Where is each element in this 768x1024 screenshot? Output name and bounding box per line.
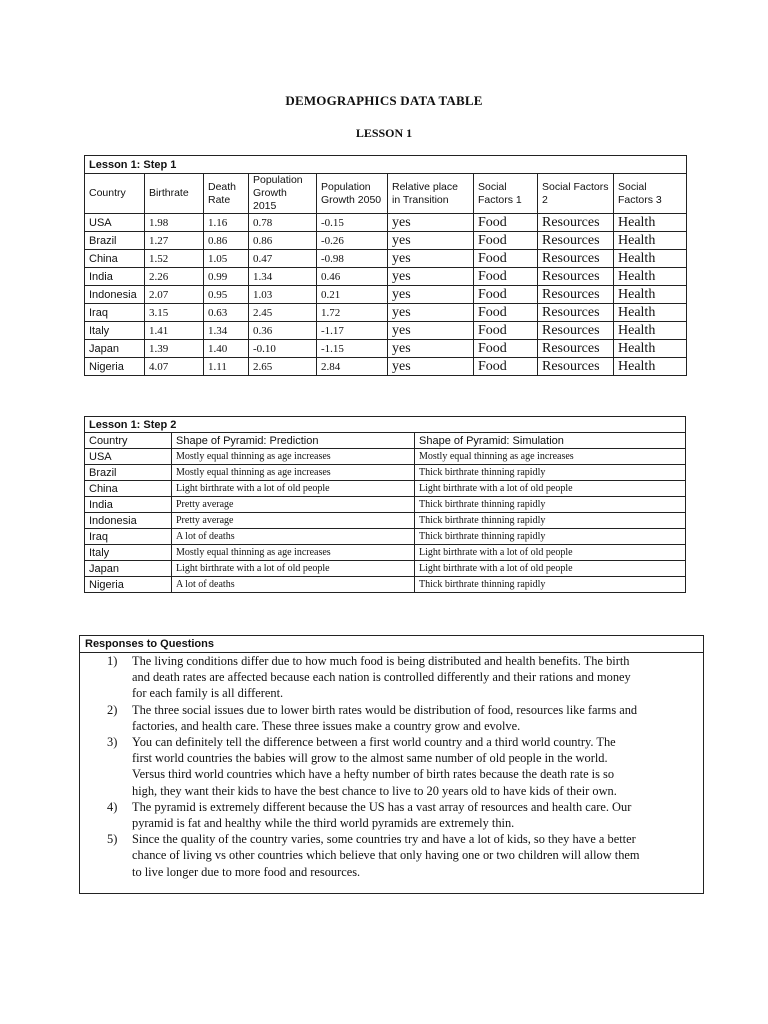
data-cell: 2.84 [317,358,388,376]
data-cell: 2.07 [145,286,204,304]
response-line: Versus third world countries which have a hefty number of birth rates because the death rate is so [132,767,615,782]
response-line: and death rates are affected because each nation is controlled differently and their rations and money [132,670,631,685]
table-row [85,358,687,376]
data-cell: 1.11 [204,358,249,376]
data-cell: yes [388,286,474,304]
response-number: 5) [107,832,118,847]
table-row [85,268,687,286]
data-cell: 0.86 [204,232,249,250]
data-cell: 4.07 [145,358,204,376]
table-row [85,481,686,497]
data-cell: Food [474,286,538,304]
data-cell: Resources [538,286,614,304]
pyramid-shape-cell: Mostly equal thinning as age increases [415,449,686,465]
table-row [85,232,687,250]
pyramid-shape-cell: Pretty average [172,497,415,513]
data-cell: Food [474,232,538,250]
data-cell: 1.40 [204,340,249,358]
document-title: DEMOGRAPHICS DATA TABLE [285,93,483,108]
step1-column-header: Country [85,174,145,214]
response-line: pyramid is fat and healthy while the third world pyramids are extremely thin. [132,816,515,831]
data-cell: 0.21 [317,286,388,304]
pyramid-shape-cell: A lot of deaths [172,577,415,593]
data-cell: yes [388,268,474,286]
pyramid-shape-cell: Thick birthrate thinning rapidly [415,577,686,593]
step1-column-header: Birthrate [145,174,204,214]
data-cell: Food [474,214,538,232]
pyramid-shape-cell: Light birthrate with a lot of old people [172,561,415,577]
country-cell: India [85,497,172,513]
data-cell: -0.98 [317,250,388,268]
country-cell: China [85,250,145,268]
data-cell: 1.52 [145,250,204,268]
data-cell: 0.99 [204,268,249,286]
data-cell: 0.46 [317,268,388,286]
data-cell: yes [388,250,474,268]
data-cell: Resources [538,340,614,358]
step1-table [84,155,687,376]
step2-header: Lesson 1: Step 2 [85,417,686,433]
pyramid-shape-cell: Thick birthrate thinning rapidly [415,529,686,545]
lesson-title: LESSON 1 [355,126,413,140]
country-cell: Italy [85,545,172,561]
data-cell: yes [388,340,474,358]
data-cell: Health [614,358,687,376]
pyramid-shape-cell: Thick birthrate thinning rapidly [415,465,686,481]
data-cell: 2.26 [145,268,204,286]
data-cell: Resources [538,304,614,322]
response-line: The three social issues due to lower birth rates would be distribution of food, resources like farms and [132,702,638,717]
data-cell: Health [614,322,687,340]
pyramid-shape-cell: Mostly equal thinning as age increases [172,465,415,481]
pyramid-shape-cell: Pretty average [172,513,415,529]
response-number: 2) [107,702,118,717]
response-item [107,702,691,734]
country-cell: Iraq [85,304,145,322]
data-cell: 1.41 [145,322,204,340]
country-cell: Indonesia [85,286,145,304]
step1-column-header: Social Factors 3 [614,174,687,214]
responses-list [80,653,703,880]
pyramid-shape-cell: Mostly equal thinning as age increases [172,449,415,465]
data-cell: 1.05 [204,250,249,268]
step1-column-header: Death Rate [204,174,249,214]
pyramid-shape-cell: Light birthrate with a lot of old people [415,481,686,497]
country-cell: Japan [85,340,145,358]
response-number: 3) [107,735,118,750]
response-line: chance of living vs other countries which believe that only having one or two children will allow them [132,848,640,863]
table-row [85,561,686,577]
data-cell: yes [388,358,474,376]
response-line: The pyramid is extremely different because the US has a vast array of resources and health care. Our [132,799,632,814]
data-cell: Health [614,268,687,286]
country-cell: Iraq [85,529,172,545]
data-cell: 0.86 [249,232,317,250]
data-cell: 0.36 [249,322,317,340]
data-cell: -1.15 [317,340,388,358]
data-cell: 1.34 [204,322,249,340]
response-line: The living conditions differ due to how much food is being distributed and health benefits. The birth [132,654,630,668]
step2-column-headers [85,433,686,449]
table-row [85,250,687,268]
response-line: You can definitely tell the difference between a first world country and a third world country. The [132,735,616,750]
pyramid-shape-cell: A lot of deaths [172,529,415,545]
data-cell: Health [614,286,687,304]
table-row [85,545,686,561]
country-cell: Brazil [85,232,145,250]
table-row [85,449,686,465]
data-cell: yes [388,304,474,322]
data-cell: -1.17 [317,322,388,340]
data-cell: Health [614,250,687,268]
data-cell: 1.98 [145,214,204,232]
country-cell: Japan [85,561,172,577]
country-cell: USA [85,449,172,465]
data-cell: 0.78 [249,214,317,232]
step1-column-header: Population Growth 2015 [249,174,317,214]
table-row [85,497,686,513]
data-cell: 1.16 [204,214,249,232]
data-cell: 1.39 [145,340,204,358]
data-cell: Food [474,322,538,340]
data-cell: Resources [538,268,614,286]
response-line: factories, and health care. These three issues make a country grow and evolve. [132,718,521,733]
data-cell: Food [474,340,538,358]
data-cell: Resources [538,250,614,268]
pyramid-shape-cell: Thick birthrate thinning rapidly [415,513,686,529]
country-cell: Indonesia [85,513,172,529]
country-cell: China [85,481,172,497]
data-cell: yes [388,232,474,250]
data-cell: 1.03 [249,286,317,304]
data-cell: -0.10 [249,340,317,358]
response-number: 4) [107,799,118,814]
data-cell: 0.47 [249,250,317,268]
step1-column-header: Social Factors 2 [538,174,614,214]
step2-column-header: Shape of Pyramid: Prediction [172,433,415,449]
data-cell: Food [474,304,538,322]
pyramid-shape-cell: Light birthrate with a lot of old people [172,481,415,497]
data-cell: 2.65 [249,358,317,376]
response-line: high, they want their kids to have the best chance to live to 20 years old to have kids of their own. [132,783,617,798]
data-cell: 1.27 [145,232,204,250]
table-row [85,214,687,232]
data-cell: Resources [538,358,614,376]
country-cell: Nigeria [85,577,172,593]
country-cell: India [85,268,145,286]
step2-column-header: Shape of Pyramid: Simulation [415,433,686,449]
data-cell: 3.15 [145,304,204,322]
table-row [85,465,686,481]
data-cell: 0.95 [204,286,249,304]
data-cell: Health [614,214,687,232]
step2-table [84,416,686,593]
table-row [85,577,686,593]
pyramid-shape-cell: Light birthrate with a lot of old people [415,545,686,561]
data-cell: -0.15 [317,214,388,232]
data-cell: Food [474,268,538,286]
data-cell: -0.26 [317,232,388,250]
step1-column-header: Social Factors 1 [474,174,538,214]
data-cell: 2.45 [249,304,317,322]
country-cell: Italy [85,322,145,340]
step1-column-header: Relative place in Transition [388,174,474,214]
response-line: Since the quality of the country varies, some countries try and have a lot of kids, so they have a better [132,832,636,847]
table-row [85,529,686,545]
response-item [107,653,691,702]
pyramid-shape-cell: Light birthrate with a lot of old people [415,561,686,577]
country-cell: Nigeria [85,358,145,376]
data-cell: Food [474,358,538,376]
step1-column-header: Population Growth 2050 [317,174,388,214]
responses-box [79,635,704,894]
table-row [85,286,687,304]
table-row [85,322,687,340]
data-cell: yes [388,214,474,232]
response-line: first world countries the babies will grow to the almost same number of old people in the world. [132,751,608,766]
response-item [107,799,691,831]
data-cell: yes [388,322,474,340]
table-row [85,304,687,322]
pyramid-shape-cell: Mostly equal thinning as age increases [172,545,415,561]
data-cell: 0.63 [204,304,249,322]
responses-header: Responses to Questions [80,636,703,653]
pyramid-shape-cell: Thick birthrate thinning rapidly [415,497,686,513]
data-cell: Food [474,250,538,268]
data-cell: Resources [538,214,614,232]
data-cell: Health [614,304,687,322]
response-number: 1) [107,654,118,668]
country-cell: USA [85,214,145,232]
table-row [85,513,686,529]
data-cell: Health [614,340,687,358]
data-cell: Resources [538,232,614,250]
response-line: to live longer due to more food and resources. [132,864,361,879]
table-row [85,340,687,358]
step1-column-headers [85,174,687,214]
response-item [107,831,691,880]
step1-header: Lesson 1: Step 1 [85,156,687,174]
response-item [107,734,691,799]
step2-column-header: Country [85,433,172,449]
data-cell: 1.34 [249,268,317,286]
country-cell: Brazil [85,465,172,481]
response-line: for each family is all different. [132,686,284,701]
data-cell: Resources [538,322,614,340]
data-cell: Health [614,232,687,250]
data-cell: 1.72 [317,304,388,322]
